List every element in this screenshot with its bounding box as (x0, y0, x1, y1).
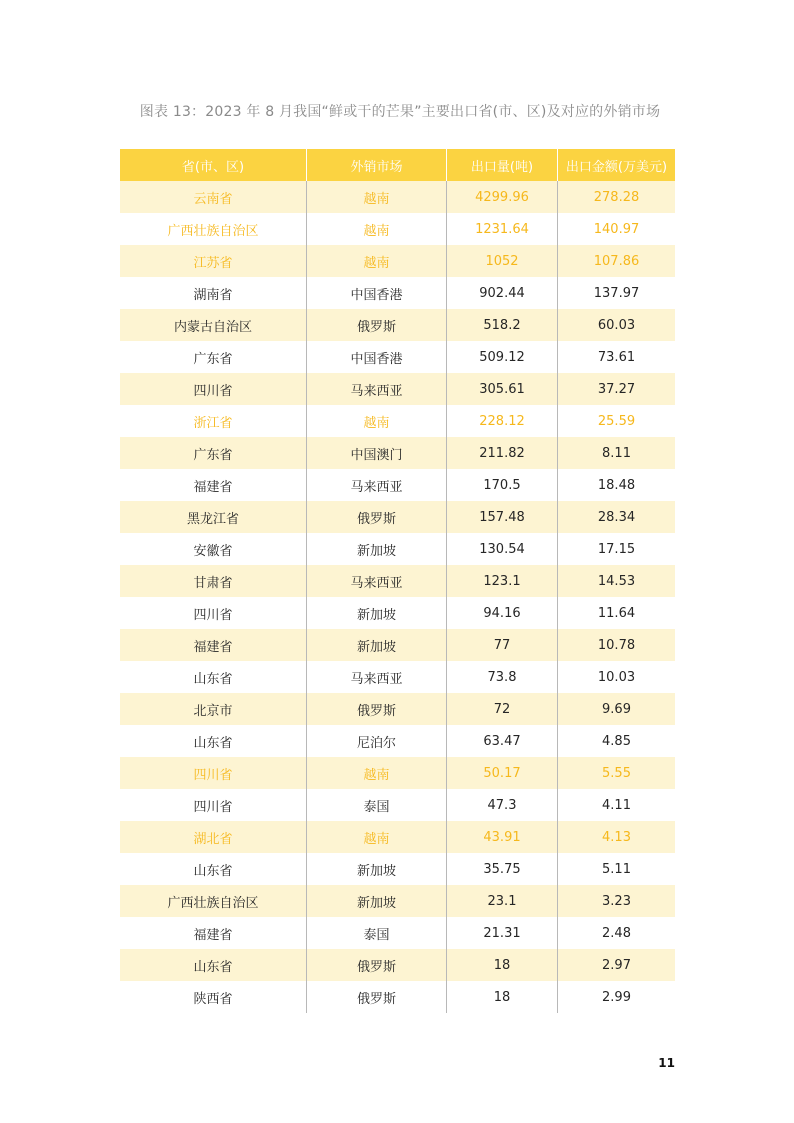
province-cell: 湖北省 (193, 831, 233, 847)
value-cell: 5.11 (557, 853, 675, 885)
volume-cell: 94.16 (446, 597, 557, 629)
market-cell: 中国香港 (306, 277, 446, 309)
volume-cell: 18 (446, 949, 557, 981)
province-cell: 福建省 (193, 479, 233, 495)
table-row (120, 437, 675, 469)
province-cell: 安徽省 (193, 543, 233, 559)
figure-title: 图表 13：2023 年 8 月我国“鲜或干的芒果”主要出口省(市、区)及对应的外销市场 (139, 104, 661, 120)
table-row (120, 565, 675, 597)
market-cell: 越南 (306, 405, 446, 437)
province-cell: 四川省 (193, 383, 233, 399)
value-cell: 14.53 (557, 565, 675, 597)
value-cell: 137.97 (557, 277, 675, 309)
province-cell: 甘肃省 (193, 575, 233, 591)
value-cell: 4.13 (557, 821, 675, 853)
province-cell: 广东省 (193, 447, 233, 463)
province-cell: 四川省 (193, 607, 233, 623)
table-row (120, 757, 675, 789)
volume-cell: 35.75 (446, 853, 557, 885)
table-body (120, 181, 675, 1013)
market-cell: 新加坡 (306, 533, 446, 565)
volume-cell: 305.61 (446, 373, 557, 405)
value-cell: 5.55 (557, 757, 675, 789)
province-cell: 四川省 (193, 767, 233, 783)
volume-cell: 72 (446, 693, 557, 725)
table-row (120, 245, 675, 277)
table-row (120, 661, 675, 693)
market-cell: 新加坡 (306, 885, 446, 917)
table-row (120, 885, 675, 917)
volume-cell: 170.5 (446, 469, 557, 501)
market-cell: 新加坡 (306, 853, 446, 885)
table-row (120, 469, 675, 501)
market-cell: 马来西亚 (306, 661, 446, 693)
table-row (120, 917, 675, 949)
province-cell: 湖南省 (193, 287, 233, 303)
value-cell: 8.11 (557, 437, 675, 469)
value-cell: 37.27 (557, 373, 675, 405)
market-cell: 中国澳门 (306, 437, 446, 469)
table-row (120, 597, 675, 629)
value-cell: 10.78 (557, 629, 675, 661)
market-cell: 新加坡 (306, 629, 446, 661)
value-cell: 4.85 (557, 725, 675, 757)
province-cell: 山东省 (193, 959, 233, 975)
value-cell: 3.23 (557, 885, 675, 917)
market-cell: 马来西亚 (306, 373, 446, 405)
volume-cell: 73.8 (446, 661, 557, 693)
table-row (120, 533, 675, 565)
table-row (120, 341, 675, 373)
province-cell: 江苏省 (193, 255, 233, 271)
volume-cell: 1231.64 (446, 213, 557, 245)
market-cell: 越南 (306, 181, 446, 213)
market-cell: 越南 (306, 821, 446, 853)
table-row (120, 405, 675, 437)
table-row (120, 373, 675, 405)
province-cell: 山东省 (193, 735, 233, 751)
value-cell: 107.86 (557, 245, 675, 277)
table-row (120, 821, 675, 853)
table-row (120, 629, 675, 661)
province-cell: 广东省 (193, 351, 233, 367)
value-cell: 17.15 (557, 533, 675, 565)
market-cell: 越南 (306, 757, 446, 789)
value-cell: 9.69 (557, 693, 675, 725)
province-cell: 福建省 (193, 927, 233, 943)
value-cell: 2.99 (557, 981, 675, 1013)
value-cell: 10.03 (557, 661, 675, 693)
province-cell: 福建省 (193, 639, 233, 655)
volume-cell: 21.31 (446, 917, 557, 949)
volume-cell: 509.12 (446, 341, 557, 373)
market-cell: 俄罗斯 (306, 309, 446, 341)
volume-cell: 902.44 (446, 277, 557, 309)
province-cell: 四川省 (193, 799, 233, 815)
column-header-province: 省(市、区) (181, 159, 245, 175)
market-cell: 俄罗斯 (306, 501, 446, 533)
province-cell: 内蒙古自治区 (173, 319, 252, 335)
province-cell: 北京市 (193, 703, 233, 719)
volume-cell: 18 (446, 981, 557, 1013)
table-row (120, 309, 675, 341)
volume-cell: 77 (446, 629, 557, 661)
table-row (120, 213, 675, 245)
province-cell: 陕西省 (193, 991, 233, 1007)
value-cell: 2.97 (557, 949, 675, 981)
market-cell: 马来西亚 (306, 469, 446, 501)
export-table (120, 149, 675, 1013)
market-cell: 越南 (306, 213, 446, 245)
province-cell: 黑龙江省 (186, 511, 239, 527)
value-cell: 11.64 (557, 597, 675, 629)
volume-cell: 130.54 (446, 533, 557, 565)
market-cell: 俄罗斯 (306, 949, 446, 981)
volume-cell: 228.12 (446, 405, 557, 437)
value-cell: 4.11 (557, 789, 675, 821)
volume-cell: 518.2 (446, 309, 557, 341)
volume-cell: 1052 (446, 245, 557, 277)
volume-cell: 63.47 (446, 725, 557, 757)
table-header-row (120, 149, 675, 181)
province-cell: 广西壮族自治区 (167, 223, 259, 239)
value-cell: 73.61 (557, 341, 675, 373)
table-row (120, 725, 675, 757)
value-cell: 25.59 (557, 405, 675, 437)
market-cell: 俄罗斯 (306, 693, 446, 725)
volume-cell: 23.1 (446, 885, 557, 917)
table-row (120, 949, 675, 981)
volume-cell: 157.48 (446, 501, 557, 533)
column-header-market: 外销市场 (306, 149, 446, 181)
table-row (120, 789, 675, 821)
column-header-volume: 出口量(吨) (446, 149, 557, 181)
province-cell: 山东省 (193, 671, 233, 687)
volume-cell: 211.82 (446, 437, 557, 469)
province-cell: 广西壮族自治区 (167, 895, 259, 911)
column-header-value: 出口金额(万美元) (557, 149, 675, 181)
province-cell: 云南省 (193, 191, 233, 207)
market-cell: 马来西亚 (306, 565, 446, 597)
volume-cell: 123.1 (446, 565, 557, 597)
market-cell: 俄罗斯 (306, 981, 446, 1013)
value-cell: 28.34 (557, 501, 675, 533)
market-cell: 越南 (306, 245, 446, 277)
table-row (120, 181, 675, 213)
table-row (120, 981, 675, 1013)
market-cell: 泰国 (306, 917, 446, 949)
volume-cell: 47.3 (446, 789, 557, 821)
province-cell: 浙江省 (193, 415, 233, 431)
volume-cell: 43.91 (446, 821, 557, 853)
table-row (120, 853, 675, 885)
market-cell: 尼泊尔 (306, 725, 446, 757)
value-cell: 18.48 (557, 469, 675, 501)
volume-cell: 4299.96 (446, 181, 557, 213)
market-cell: 泰国 (306, 789, 446, 821)
value-cell: 278.28 (557, 181, 675, 213)
value-cell: 140.97 (557, 213, 675, 245)
volume-cell: 50.17 (446, 757, 557, 789)
province-cell: 山东省 (193, 863, 233, 879)
market-cell: 新加坡 (306, 597, 446, 629)
table-row (120, 501, 675, 533)
value-cell: 2.48 (557, 917, 675, 949)
market-cell: 中国香港 (306, 341, 446, 373)
value-cell: 60.03 (557, 309, 675, 341)
table-row (120, 693, 675, 725)
table-row (120, 277, 675, 309)
page-number: 11 (658, 1056, 675, 1070)
